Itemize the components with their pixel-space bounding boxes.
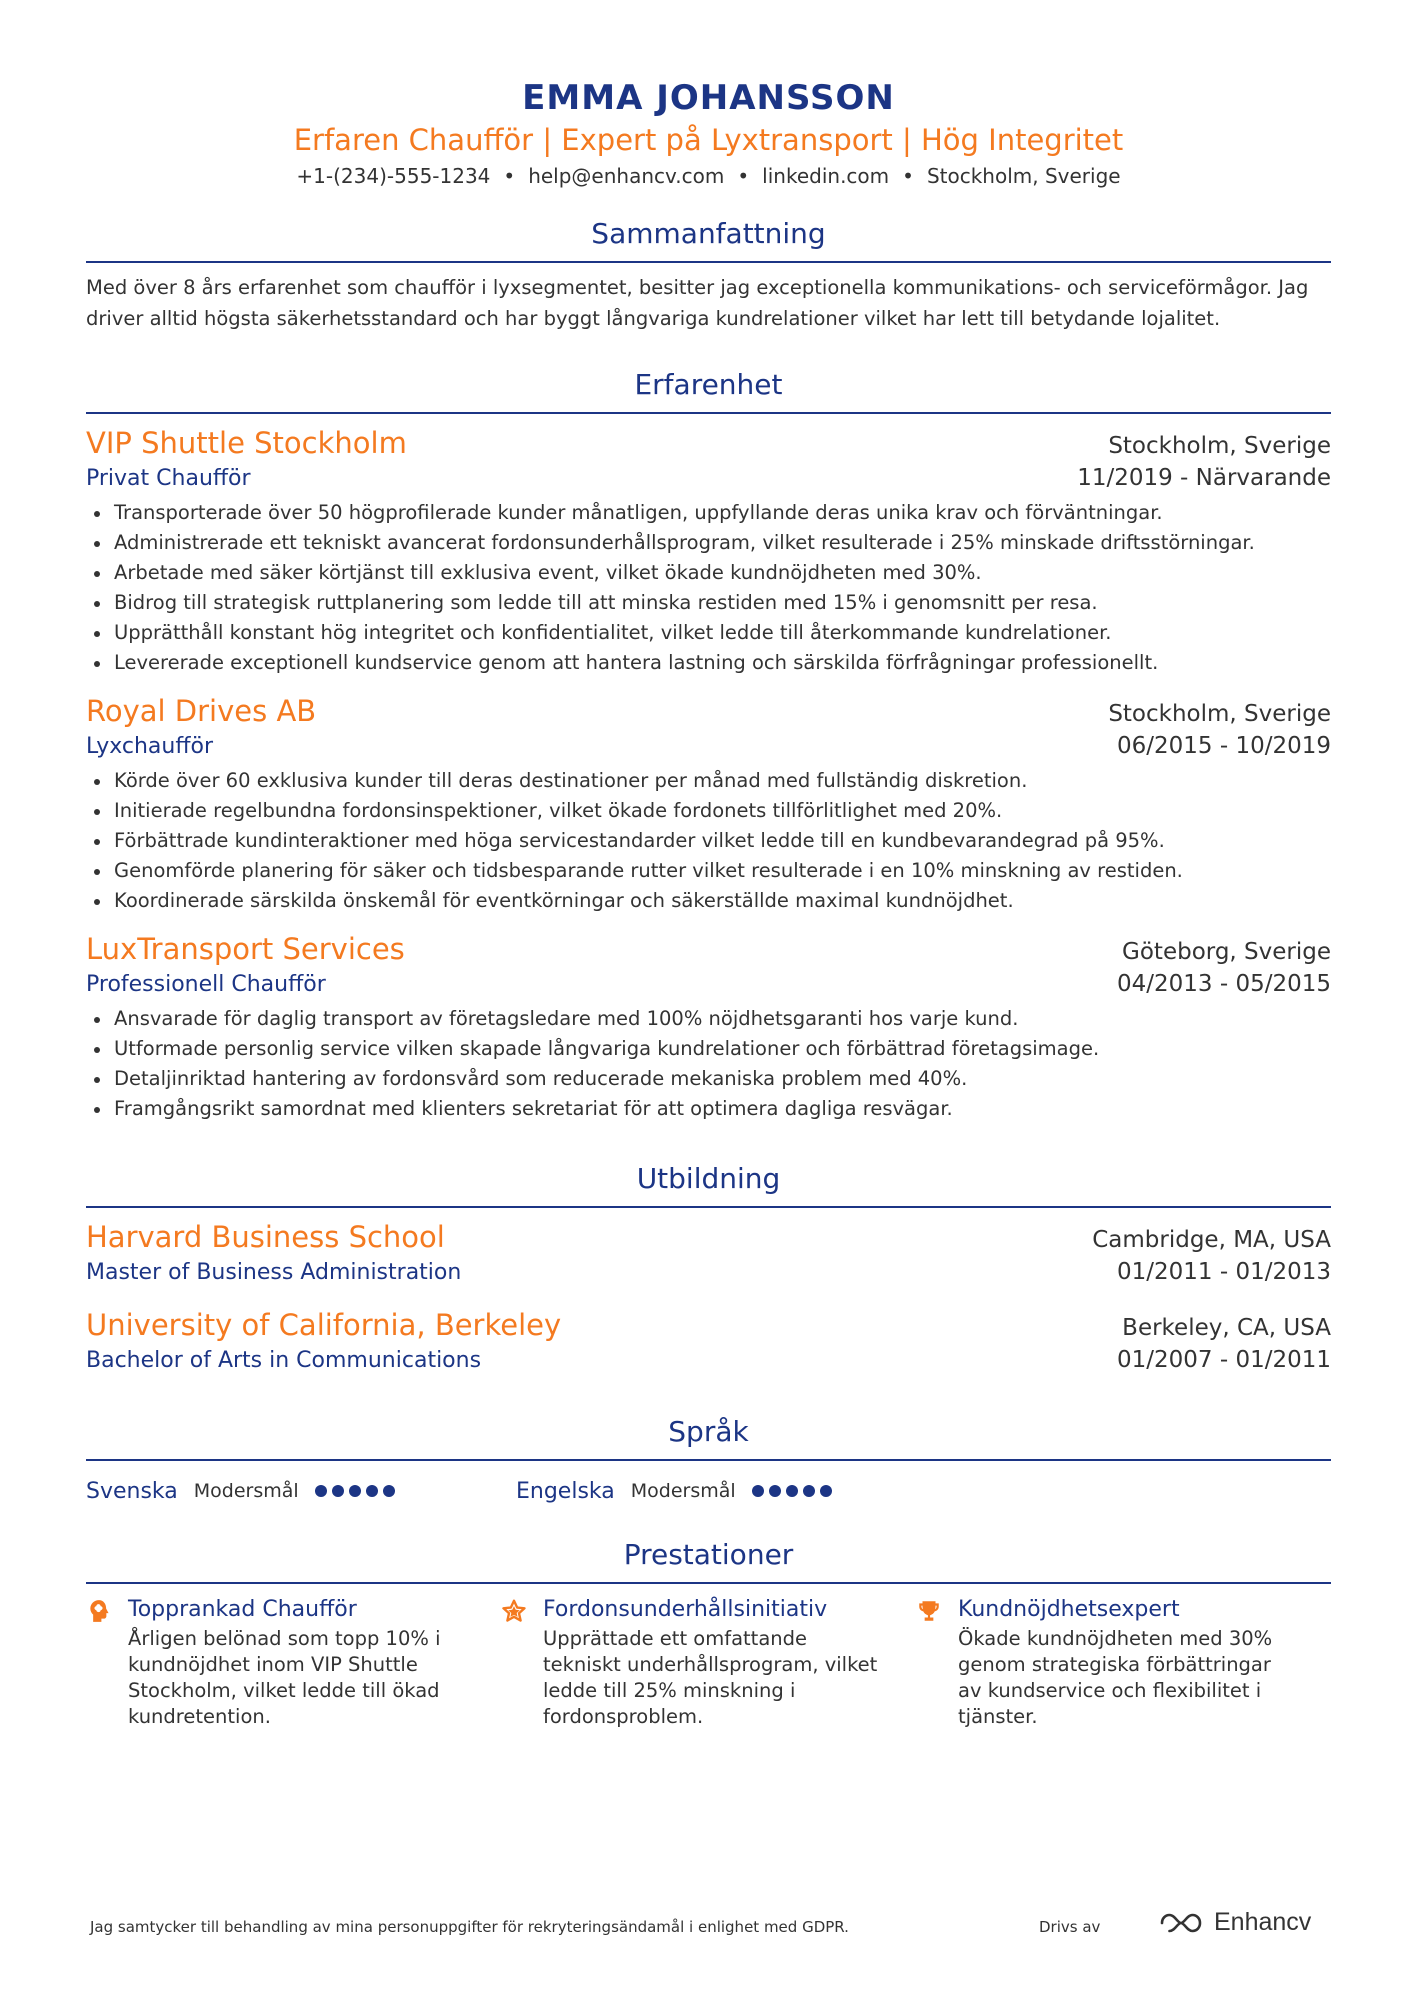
degree-name: Master of Business Administration (86, 1260, 462, 1285)
achievement-description: Upprättade ett omfattande tekniskt underhållsprogram, vilket ledde till 25% minskning i fordonsproblem. (543, 1627, 878, 1728)
job-role: Privat Chaufför (86, 466, 251, 491)
proficiency-dot (366, 1485, 378, 1497)
bullet-item: Utformade personlig service vilken skapade långvariga kundrelationer och förbättrad företagsimage. (86, 1034, 1331, 1064)
bullet-item: Initierade regelbundna fordonsinspektioner, vilket ökade fordonets tillförlitlighet med 20%. (86, 796, 1331, 826)
proficiency-dot (820, 1485, 832, 1497)
contact-linkedin[interactable]: linkedin.com (762, 164, 890, 188)
achievements-section (86, 1537, 1331, 1730)
summary-text: Med över 8 års erfarenhet som chaufför i lyxsegmentet, besitter jag exceptionella kommunikations- och serviceförmågor. Jag driver alltid högsta säkerhetsstandard och har byggt långvariga kundrelationer vilket har lett till betydande lojalitet. (86, 276, 1309, 330)
company-name: Royal Drives AB (86, 694, 317, 728)
achievement-description: Årligen belönad som topp 10% i kundnöjdhet inom VIP Shuttle Stockholm, vilket ledde till ökad kundretention. (128, 1627, 441, 1728)
section-title-education: Utbildning (86, 1161, 1331, 1208)
achievement-title: Topprankad Chaufför (128, 1597, 357, 1622)
company-name: LuxTransport Services (86, 932, 405, 966)
language-name: Svenska (86, 1478, 178, 1504)
school-name: University of California, Berkeley (86, 1308, 562, 1342)
brain-head-icon (86, 1598, 112, 1624)
proficiency-dot (803, 1485, 815, 1497)
job-dates: 06/2015 - 10/2019 (1116, 733, 1331, 759)
candidate-headline: Erfaren Chaufför | Expert på Lyxtransport | Hög Integritet (293, 123, 1124, 157)
language-level: Modersmål (193, 1480, 299, 1502)
job-location: Stockholm, Sverige (1108, 701, 1331, 727)
contact-location: Stockholm, Sverige (926, 164, 1121, 188)
bullet-item: Genomförde planering för säker och tidsbesparande rutter vilket resulterade i en 10% minskning av restiden. (86, 856, 1331, 886)
section-title-experience: Erfarenhet (86, 367, 1331, 414)
brand-name: Enhancv (1214, 1908, 1312, 1936)
job-location: Göteborg, Sverige (1122, 939, 1331, 965)
contact-separator: • (503, 164, 516, 188)
bullet-item: Ansvarade för daglig transport av företagsledare med 100% nöjdhetsgaranti hos varje kund. (86, 1004, 1331, 1034)
proficiency-dots (752, 1485, 837, 1497)
education-dates: 01/2007 - 01/2011 (1116, 1347, 1331, 1373)
proficiency-dot (349, 1485, 361, 1497)
summary-section (86, 216, 1331, 334)
contact-separator: • (737, 164, 750, 188)
experience-entry (86, 692, 1331, 916)
experience-entry (86, 930, 1331, 1124)
section-title-achievements: Prestationer (86, 1537, 1331, 1584)
section-title-summary: Sammanfattning (86, 216, 1331, 263)
experience-entry (86, 424, 1331, 678)
degree-name: Bachelor of Arts in Communications (86, 1348, 482, 1373)
resume-header (86, 0, 1331, 190)
education-section (86, 1161, 1331, 1378)
achievement-description: Ökade kundnöjdheten med 30% genom strategiska förbättringar av kundservice och flexibilitet i tjänster. (958, 1627, 1273, 1728)
bullet-item: Upprätthåll konstant hög integritet och konfidentialitet, vilket ledde till återkommande kundrelationer. (86, 618, 1331, 648)
job-bullets (86, 1004, 1331, 1124)
bullet-item: Detaljinriktad hantering av fordonsvård som reducerade mekaniska problem med 40%. (86, 1064, 1331, 1094)
job-role: Lyxchaufför (86, 734, 214, 759)
resume-page (86, 0, 1331, 1730)
achievements-row (86, 1594, 1331, 1730)
proficiency-dot (383, 1485, 395, 1497)
language-level: Modersmål (630, 1480, 736, 1502)
brand-logo[interactable] (1158, 1908, 1311, 1937)
proficiency-dot (769, 1485, 781, 1497)
job-dates: 04/2013 - 05/2015 (1116, 971, 1331, 997)
bullet-item: Levererade exceptionell kundservice genom att hantera lastning och särskilda förfrågningar professionellt. (86, 648, 1331, 678)
proficiency-dot (332, 1485, 344, 1497)
bullet-item: Administrerade ett tekniskt avancerat fordonsunderhållsprogram, vilket resulterade i 25% minskade driftsstörningar. (86, 528, 1331, 558)
bullet-item: Bidrog till strategisk ruttplanering som ledde till att minska restiden med 15% i genomsnitt per resa. (86, 588, 1331, 618)
job-location: Stockholm, Sverige (1108, 433, 1331, 459)
achievement-title: Kundnöjdhetsexpert (958, 1597, 1180, 1622)
language-item (516, 1479, 946, 1504)
job-bullets (86, 498, 1331, 678)
contact-separator: • (902, 164, 914, 188)
achievement-item (916, 1594, 1331, 1730)
school-name: Harvard Business School (86, 1220, 445, 1254)
proficiency-dot (786, 1485, 798, 1497)
contact-phone: +1-(234)-555-1234 (296, 164, 491, 188)
experience-section (86, 367, 1331, 1124)
proficiency-dots (315, 1485, 400, 1497)
language-name: Engelska (516, 1478, 615, 1504)
bullet-item: Körde över 60 exklusiva kunder till deras destinationer per månad med fullständig diskretion. (86, 766, 1331, 796)
education-dates: 01/2011 - 01/2013 (1116, 1259, 1331, 1285)
education-entry (86, 1218, 1331, 1290)
bullet-item: Förbättrade kundinteraktioner med höga servicestandarder vilket ledde till en kundbevarandegrad på 95%. (86, 826, 1331, 856)
contact-email[interactable]: help@enhancv.com (528, 164, 725, 188)
page-footer (86, 1908, 1331, 1948)
trophy-icon (916, 1598, 942, 1624)
bullet-item: Arbetade med säker körtjänst till exklusiva event, vilket ökade kundnöjdheten med 30%. (86, 558, 1331, 588)
bullet-item: Framgångsrikt samordnat med klienters sekretariat för att optimera dagliga resvägar. (86, 1094, 1331, 1124)
contact-line (86, 162, 1331, 190)
section-title-languages: Språk (86, 1414, 1331, 1461)
languages-section (86, 1414, 1331, 1511)
achievement-item (501, 1594, 916, 1730)
company-name: VIP Shuttle Stockholm (86, 426, 407, 460)
proficiency-dot (315, 1485, 327, 1497)
bullet-item: Koordinerade särskilda önskemål för eventkörningar och säkerställde maximal kundnöjdhet. (86, 886, 1331, 916)
achievement-title: Fordonsunderhållsinitiativ (543, 1597, 828, 1622)
bullet-item: Transporterade över 50 högprofilerade kunder månatligen, uppfyllande deras unika krav och förväntningar. (86, 498, 1331, 528)
star-icon (501, 1598, 527, 1624)
achievement-item (86, 1594, 501, 1730)
languages-row (86, 1471, 1331, 1511)
enhancv-logo-icon (1158, 1910, 1204, 1936)
candidate-name: EMMA JOHANSSON (522, 78, 895, 118)
education-entry (86, 1306, 1331, 1378)
language-item (86, 1479, 516, 1504)
job-dates: 11/2019 - Närvarande (1077, 465, 1331, 491)
school-location: Cambridge, MA, USA (1092, 1227, 1331, 1253)
gdpr-consent: Jag samtycker till behandling av mina personuppgifter för rekryteringsändamål i enlighet med GDPR. (90, 1918, 849, 1936)
powered-by-label: Drivs av (1039, 1918, 1101, 1936)
school-location: Berkeley, CA, USA (1122, 1315, 1331, 1341)
proficiency-dot (752, 1485, 764, 1497)
job-bullets (86, 766, 1331, 916)
job-role: Professionell Chaufför (86, 972, 326, 997)
